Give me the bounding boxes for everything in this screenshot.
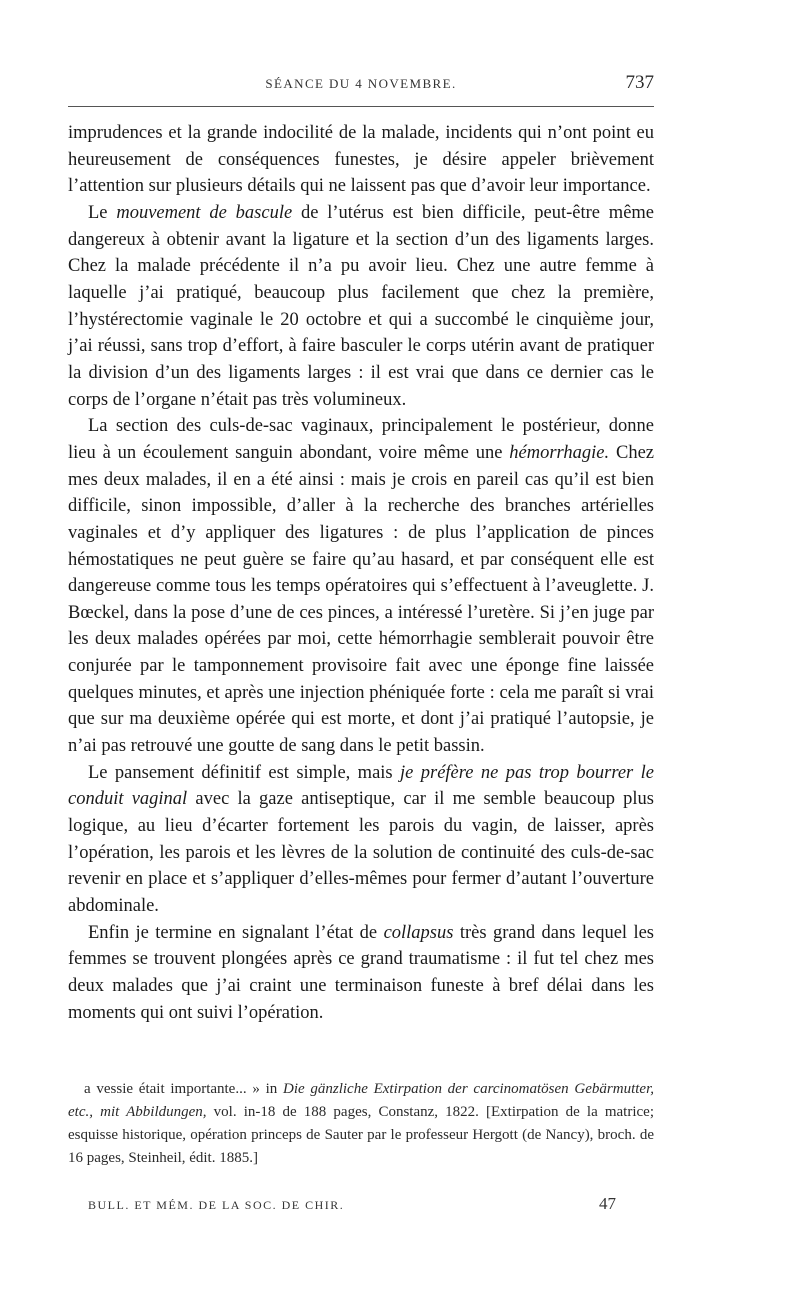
text-run: très grand dans lequel les femmes se trouvent plongées après ce grand traumatisme : il fut tel chez mes deux malades que j’ai craint une terminaison funeste à bref délai dans les moments qui ont suivi l’opération. bbox=[68, 922, 655, 1023]
footnote bbox=[68, 1078, 654, 1170]
running-head bbox=[68, 72, 654, 102]
paragraph-1 bbox=[68, 120, 654, 200]
emphasis-run: collapsus bbox=[383, 922, 454, 943]
body-text bbox=[68, 120, 654, 1026]
emphasis-run: je préfère ne pas trop bourrer le conduit vaginal bbox=[68, 762, 654, 810]
paragraph-4 bbox=[68, 760, 654, 920]
paragraph-5 bbox=[68, 920, 654, 1027]
signature-number: 47 bbox=[599, 1194, 616, 1213]
text-run: avec la gaze antiseptique, car il me semble beaucoup plus logique, au lieu d’écarter fortement les parois du vagin, de laisser, après l’opération, les parois et les lèvres de la solution de continuité des culs-de-sac revenir en place et s’appliquer d’elles-mêmes pour fermer d’autant l’ouverture abdominale. bbox=[68, 789, 655, 917]
text-run: de l’utérus est bien difficile, peut-être même dangereux à obtenir avant la ligature et la section d’un des ligaments larges. Chez la malade précédente il n’a pu avoir lieu. Chez une autre femme à laquelle j’ai pratiqué, beaucoup plus facilement que chez la première, l’hystérectomie vaginale le 20 octobre et qui a succombé le cinquième jour, j’ai réussi, sans trop d’effort, à faire basculer le corps utérin avant de pratiquer la division d’un des ligaments larges : il est vrai que dans ce dernier cas le corps de l’organe n’était pas très volumineux. bbox=[68, 202, 655, 410]
text-run: Le bbox=[88, 202, 117, 223]
paragraph-2 bbox=[68, 200, 654, 413]
footnote-text-run: vol. in-18 de 188 pages, Constanz, 1822. [Extirpation de la matrice; esquisse historique, opération princeps de Sauter par le professeur Hergott (de Nancy), broch. de 16 pages, Steinheil, édit. 1885.] bbox=[68, 1104, 654, 1166]
paragraph-3 bbox=[68, 413, 654, 760]
page-number: 737 bbox=[625, 72, 654, 93]
text-run: Le pansement définitif est simple, mais bbox=[88, 762, 401, 783]
journal-title: BULL. ET MÉM. DE LA SOC. DE CHIR. bbox=[88, 1198, 345, 1212]
text-run: imprudences et la grande indocilité de la malade, incidents qui n’ont point eu heureusement de conséquences funestes, je désire appeler brièvement l’attention sur plusieurs détails qui ne laissent pas que d’avoir leur importance. bbox=[68, 123, 654, 197]
text-run: La section des culs-de-sac vaginaux, principalement le postérieur, donne lieu à un écoulement sanguin abondant, voire même une bbox=[68, 416, 654, 463]
emphasis-run: mouvement de bascule bbox=[116, 202, 293, 223]
emphasis-run: hémorrhagie. bbox=[509, 442, 610, 463]
text-run: Chez mes deux malades, il en a été ainsi : mais je crois en pareil cas qu’il est bien difficile, sinon impossible, d’aller à la recherche des branches artérielles vaginales et d’y appliquer des ligatures : de plus l’application de pinces hémostatiques ne peut guère se faire qu’au hasard, et par conséquent elle est dangereuse comme tous les temps opératoires qui s’effectuent à l’aveuglette. J. Bœckel, dans la pose d’une de ces pinces, a intéressé l’uretère. Si j’en juge par les deux malades opérées par moi, cette hémorrhagie semblerait pouvoir être conjurée par le tamponnement provisoire fait avec une éponge fine laissée quelques minutes, et après une injection phéniquée forte : cela me paraît si vrai que sur ma deuxième opérée qui est morte, et dont j’ai pratiqué l’autopsie, je n’ai pas retrouvé une goutte de sang dans le petit bassin. bbox=[68, 442, 654, 757]
page-footer bbox=[68, 1194, 654, 1218]
header-rule bbox=[68, 106, 654, 107]
text-run: Enfin je termine en signalant l’état de bbox=[88, 922, 384, 943]
footnote-italic-run: Die gänzliche Extirpation der carcinomatösen Gebärmutter, etc., mit Abbildungen, bbox=[68, 1081, 654, 1120]
running-title: SÉANCE DU 4 NOVEMBRE. bbox=[265, 76, 457, 91]
footnote-text-run: a vessie était importante... » in bbox=[84, 1081, 283, 1097]
